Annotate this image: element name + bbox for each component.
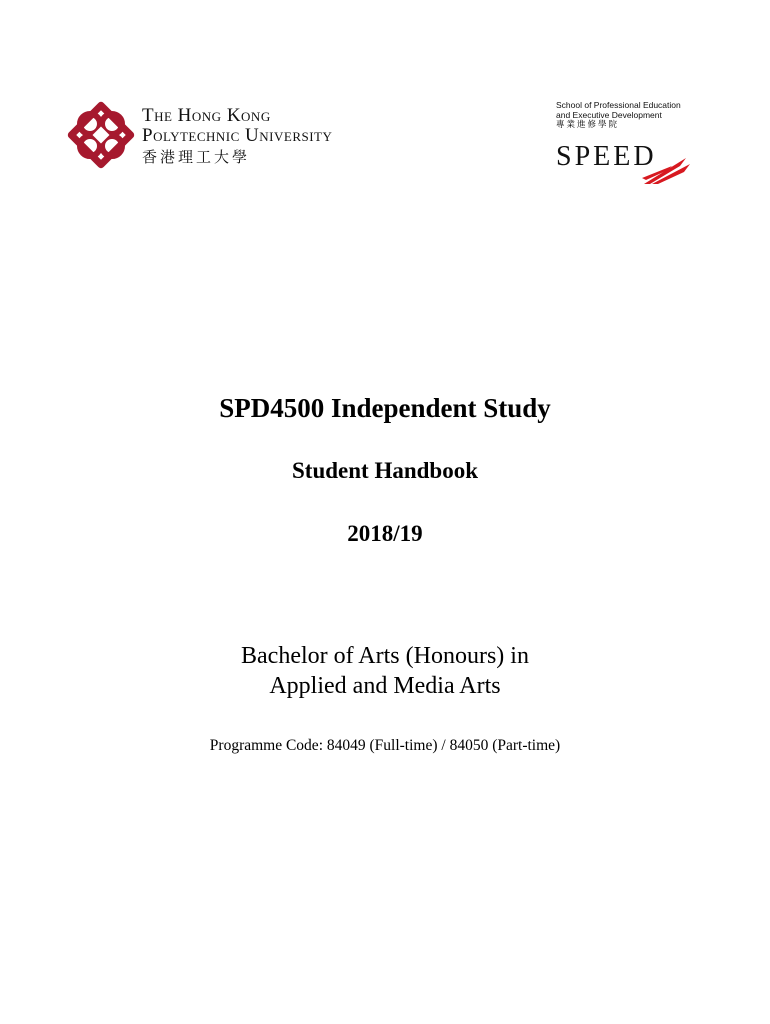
speed-caption-line1: School of Professional Education [556,100,681,110]
speed-swoosh-icon [642,152,692,186]
speed-caption-line2: and Executive Development [556,110,662,120]
polyu-emblem-icon [66,100,136,170]
document-subtitle: Student Handbook [292,458,478,483]
programme-code: Programme Code: 84049 (Full-time) / 84050 (Part-time) [209,737,561,754]
document-title: SPD4500 Independent Study [219,393,551,423]
speed-wordmark: SPEED [556,141,657,172]
degree-line1: Bachelor of Arts (Honours) in [241,643,529,669]
university-name-chinese: 香港理工大學 [142,148,251,166]
university-name-line1: The Hong Kong [142,105,271,126]
degree-line2: Applied and Media Arts [269,673,501,699]
polyu-logo [66,100,426,170]
academic-year: 2018/19 [347,521,423,546]
speed-logo [556,100,706,190]
university-name [142,106,332,167]
speed-caption-chinese: 專業進修學院 [556,120,620,130]
university-name-line2: Polytechnic University [142,125,333,146]
